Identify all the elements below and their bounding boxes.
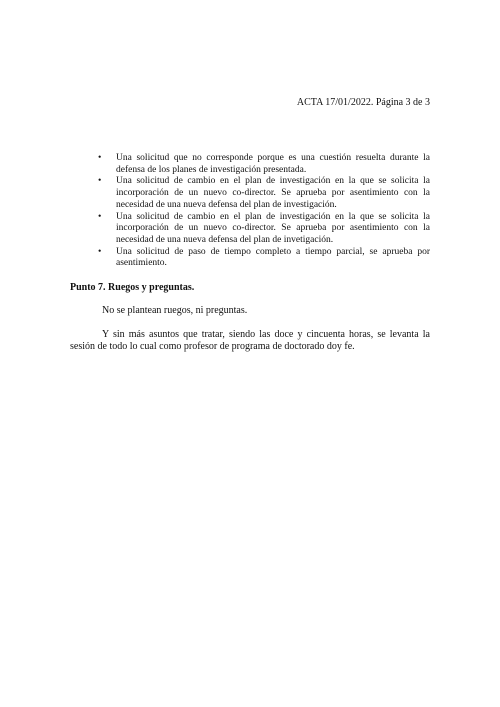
section-title: Punto 7. Ruegos y preguntas.: [70, 282, 195, 293]
list-item-text: Una solicitud de cambio en el plan de investigación en la que se solicita la incorporación de un nuevo co-director. Se aprueba por asentimiento con la necesidad de una nueva defensa del plan de invetigación.: [116, 211, 430, 245]
paragraph-text: Y sin más asuntos que tratar, siendo las doce y cincuenta horas, se levanta la sesión de todo lo cual como profesor de programa de doctorado doy fe.: [70, 329, 430, 352]
list-item: [98, 153, 430, 176]
list-item-text: Una solicitud de cambio en el plan de investigación en la que se solicita la incorporación de un nuevo co-director. Se aprueba por asentimiento con la necesidad de una nueva defensa del plan de investigación.: [116, 176, 430, 210]
list-item: [98, 212, 430, 247]
bullet-icon: •: [98, 176, 102, 187]
bullet-icon: •: [98, 246, 102, 257]
list-item-text: Una solicitud que no corresponde porque es una cuestión resuelta durante la defensa de los planes de investigación presentada.: [116, 153, 430, 175]
list-item-text: Una solicitud de paso de tiempo completo a tiempo parcial, se aprueba por asentimiento.: [116, 246, 430, 269]
paragraph-closing: [70, 329, 430, 353]
list-item: [98, 247, 430, 270]
page-header: ACTA 17/01/2022. Página 3 de 3: [296, 97, 430, 108]
bullet-icon: •: [98, 153, 102, 163]
paragraph-no-requests: [70, 305, 430, 317]
list-item: [98, 176, 430, 211]
paragraph-text: No se plantean ruegos, ni preguntas.: [102, 305, 248, 316]
bullet-list: [98, 153, 430, 270]
bullet-icon: •: [98, 211, 102, 222]
